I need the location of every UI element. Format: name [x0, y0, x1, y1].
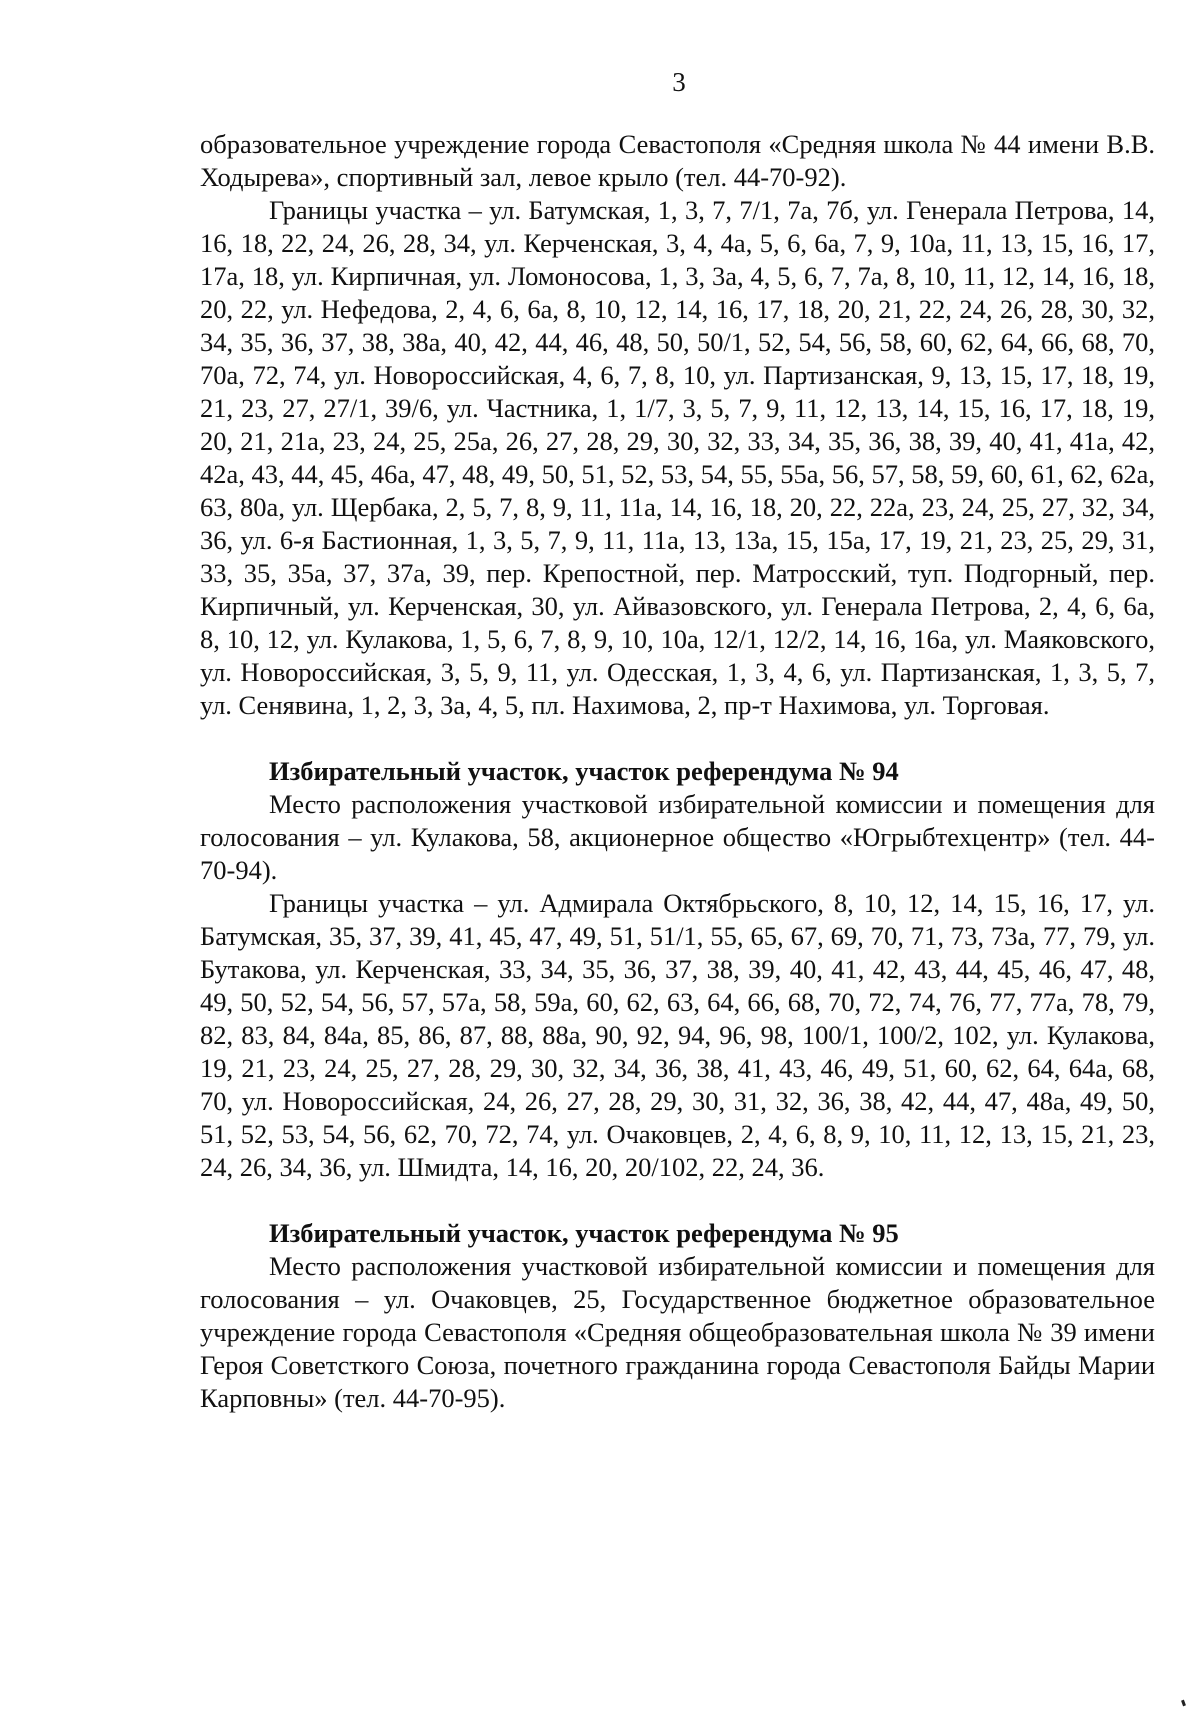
intro-continuation: образовательное учреждение города Севастополя «Средняя школа № 44 имени В.В. Ходырева», спортивный зал, левое крыло (тел. 44-70-92). [200, 129, 1155, 192]
section-94-location: Место расположения участковой избирательной комиссии и помещения для голосования – ул. Кулакова, 58, акционерное общество «Югрыбтехцентр» (тел. 44-70-94). [200, 789, 1155, 885]
section-95 [200, 1217, 1155, 1415]
scan-mark [1181, 1700, 1186, 1707]
section-95-location: Место расположения участковой избирательной комиссии и помещения для голосования – ул. Очаковцев, 25, Государственное бюджетное образовательное учреждение города Севастополя «Средняя общеобразовательная школа № 39 имени Героя Советсткого Союза, почетного гражданина города Севастополя Байды Марии Карповны» (тел. 44-70-95). [200, 1251, 1155, 1413]
page-number: 3 [672, 67, 686, 97]
section-95-heading: Избирательный участок, участок референдума № 95 [269, 1218, 899, 1248]
section-94 [200, 755, 1155, 1184]
section-94-boundaries: Границы участка – ул. Адмирала Октябрьского, 8, 10, 12, 14, 15, 16, 17, ул. Батумская, 35, 37, 39, 41, 45, 47, 49, 51, 51/1, 55, 65, 67, 69, 70, 71, 73, 73а, 77, 79, ул. Бутакова, ул. Керченская, 33, 34, 35, 36, 37, 38, 39, 40, 41, 42, 43, 44, 45, 46, 47, 48, 49, 50, 52, 54, 56, 57, 57а, 58, 59а, 60, 62, 63, 64, 66, 68, 70, 72, 74, 76, 77, 77а, 78, 79, 82, 83, 84, 84а, 85, 86, 87, 88, 88а, 90, 92, 94, 96, 98, 100/1, 100/2, 102, ул. Кулакова, 19, 21, 23, 24, 25, 27, 28, 29, 30, 32, 34, 36, 38, 41, 43, 46, 49, 51, 60, 62, 64, 64а, 68, 70, ул. Новороссийская, 24, 26, 27, 28, 29, 30, 31, 32, 36, 38, 42, 44, 47, 48а, 49, 50, 51, 52, 53, 54, 56, 62, 70, 72, 74, ул. Очаковцев, 2, 4, 6, 8, 9, 10, 11, 12, 13, 15, 21, 23, 24, 26, 34, 36, ул. Шмидта, 14, 16, 20, 20/102, 22, 24, 36. [200, 888, 1155, 1182]
document-body [200, 128, 1155, 1415]
section-94-heading: Избирательный участок, участок референдума № 94 [269, 756, 899, 786]
intro-boundaries: Границы участка – ул. Батумская, 1, 3, 7, 7/1, 7а, 7б, ул. Генерала Петрова, 14, 16, 18, 22, 24, 26, 28, 34, ул. Керченская, 3, 4, 4а, 5, 6, 6а, 7, 9, 10а, 11, 13, 15, 16, 17, 17а, 18, ул. Кирпичная, ул. Ломоносова, 1, 3, 3а, 4, 5, 6, 7, 7а, 8, 10, 11, 12, 14, 16, 18, 20, 22, ул. Нефедова, 2, 4, 6, 6а, 8, 10, 12, 14, 16, 17, 18, 20, 21, 22, 24, 26, 28, 30, 32, 34, 35, 36, 37, 38, 38а, 40, 42, 44, 46, 48, 50, 50/1, 52, 54, 56, 58, 60, 62, 64, 66, 68, 70, 70а, 72, 74, ул. Новороссийская, 4, 6, 7, 8, 10, ул. Партизанская, 9, 13, 15, 17, 18, 19, 21, 23, 27, 27/1, 39/6, ул. Частника, 1, 1/7, 3, 5, 7, 9, 11, 12, 13, 14, 15, 16, 17, 18, 19, 20, 21, 21а, 23, 24, 25, 25а, 26, 27, 28, 29, 30, 32, 33, 34, 35, 36, 38, 39, 40, 41, 41а, 42, 42а, 43, 44, 45, 46а, 47, 48, 49, 50, 51, 52, 53, 54, 55, 55а, 56, 57, 58, 59, 60, 61, 62, 62а, 63, 80а, ул. Щербака, 2, 5, 7, 8, 9, 11, 11а, 14, 16, 18, 20, 22, 22а, 23, 24, 25, 27, 32, 34, 36, ул. 6-я Бастионная, 1, 3, 5, 7, 9, 11, 11а, 13, 13а, 15, 15а, 17, 19, 21, 23, 25, 29, 31, 33, 35, 35а, 37, 37а, 39, пер. Крепостной, пер. Матросский, туп. Подгорный, пер. Кирпичный, ул. Керченская, 30, ул. Айвазовского, ул. Генерала Петрова, 2, 4, 6, 6а, 8, 10, 12, ул. Кулакова, 1, 5, 6, 7, 8, 9, 10, 10а, 12/1, 12/2, 14, 16, 16а, ул. Маяковского, ул. Новороссийская, 3, 5, 9, 11, ул. Одесская, 1, 3, 4, 6, ул. Партизанская, 1, 3, 5, 7, ул. Сенявина, 1, 2, 3, 3а, 4, 5, пл. Нахимова, 2, пр-т Нахимова, ул. Торговая. [200, 195, 1155, 720]
